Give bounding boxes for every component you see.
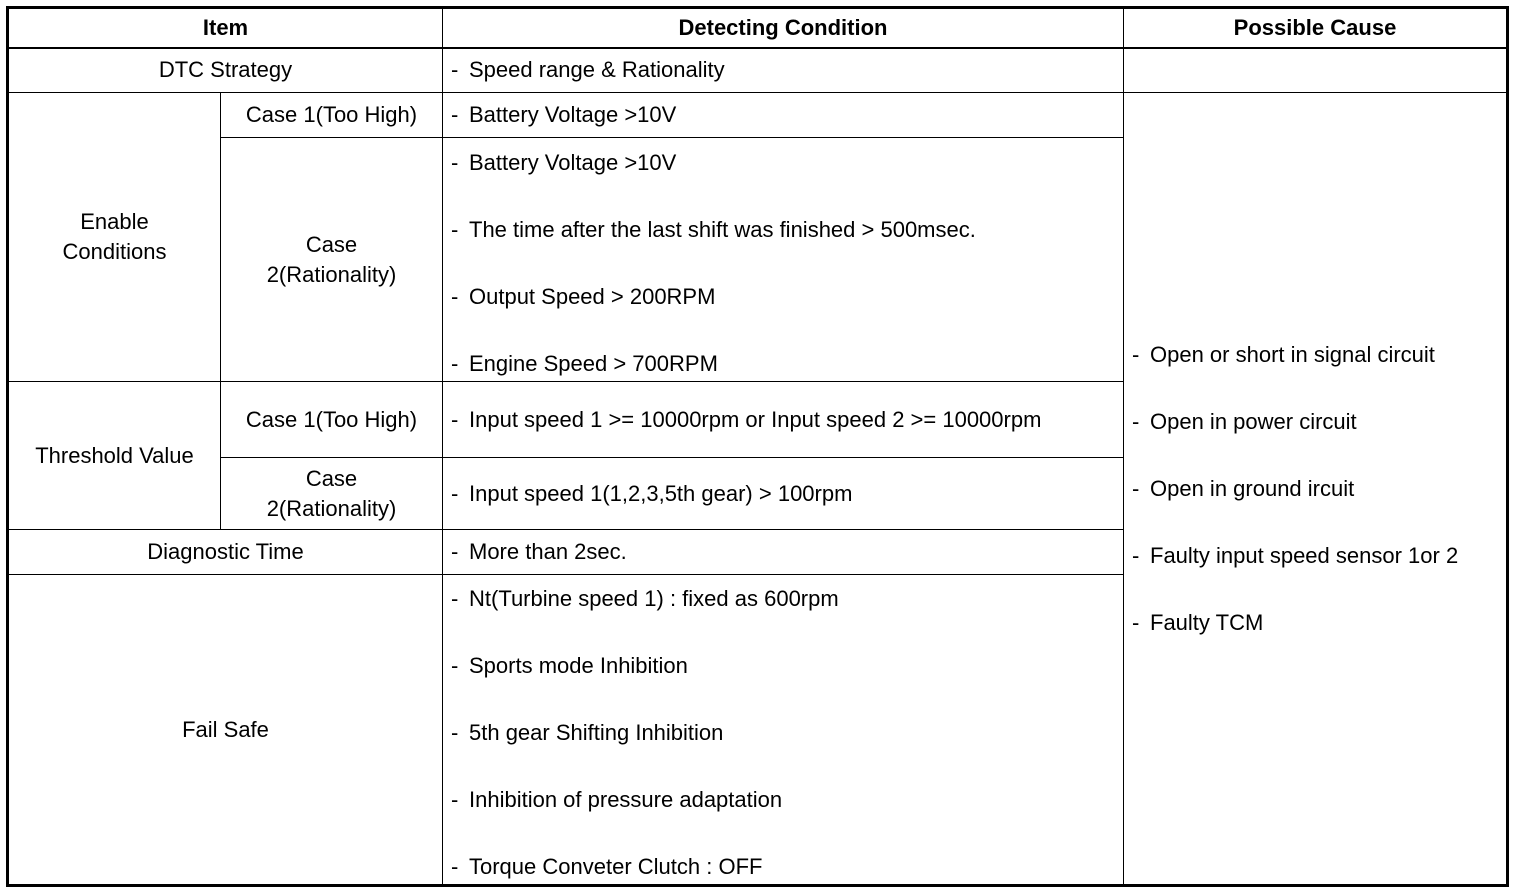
- possible-causes-cell: [1124, 93, 1508, 886]
- diagnostic-time-label: Diagnostic Time: [8, 530, 443, 575]
- list-item: - Nt(Turbine speed 1) : fixed as 600rpm: [451, 586, 839, 611]
- list-item: - Faulty input speed sensor 1or 2: [1132, 542, 1459, 568]
- list-item: - Torque Conveter Clutch : OFF: [451, 854, 763, 879]
- list-item: - Output Speed > 200RPM: [451, 283, 716, 309]
- list-item: - More than 2sec.: [451, 539, 627, 564]
- enable-case1-conditions: - Battery Voltage >10V: [443, 93, 1124, 138]
- list-item: - 5th gear Shifting Inhibition: [451, 720, 724, 745]
- table-row: [8, 48, 1508, 93]
- enable-conditions-label: Enable Conditions: [8, 93, 221, 382]
- list-item: - Inhibition of pressure adaptation: [451, 787, 783, 812]
- dtc-strategy-label: DTC Strategy: [8, 48, 443, 93]
- enable-case2-conditions: [443, 138, 1124, 382]
- fail-safe-label: Fail Safe: [8, 575, 443, 886]
- list-item: Battery Voltage >10V: [469, 102, 677, 127]
- header-possible-cause: Possible Cause: [1124, 8, 1508, 48]
- dtc-table: [6, 6, 1509, 887]
- threshold-case1-label: Case 1(Too High): [221, 382, 443, 458]
- header-item: Item: [8, 8, 443, 48]
- list-item: - Sports mode Inhibition: [451, 653, 688, 678]
- diagnostic-time-condition-cell: [443, 530, 1124, 575]
- threshold-case2-conditions: [443, 458, 1124, 530]
- header-detecting-condition: Detecting Condition: [443, 8, 1124, 48]
- table-row: [8, 93, 1508, 138]
- dtc-strategy-condition-cell: - Speed range & Rationality: [443, 48, 1124, 93]
- list-item: - Input speed 1 >= 10000rpm or Input speed 2 >= 10000rpm: [451, 406, 1042, 432]
- dtc-strategy-cause-cell: [1124, 48, 1508, 93]
- threshold-case1-conditions: [443, 382, 1124, 458]
- list-item: - Battery Voltage >10V: [451, 149, 677, 175]
- header-row: [8, 8, 1508, 48]
- list-item: - Engine Speed > 700RPM: [451, 350, 718, 376]
- fail-safe-conditions: [443, 575, 1124, 886]
- threshold-value-label: Threshold Value: [8, 382, 221, 530]
- possible-causes-list: [1132, 340, 1500, 638]
- list-item: - Open or short in signal circuit: [1132, 341, 1435, 367]
- list-item: - Open in ground ircuit: [1132, 475, 1355, 501]
- list-item: - The time after the last shift was finished > 500msec.: [451, 216, 976, 242]
- list-item: - Input speed 1(1,2,3,5th gear) > 100rpm: [451, 480, 853, 506]
- dtc-strategy-condition: Speed range & Rationality: [469, 57, 725, 83]
- enable-case1-label: Case 1(Too High): [221, 93, 443, 138]
- enable-case2-label: Case 2(Rationality): [221, 138, 443, 382]
- threshold-case2-label: Case 2(Rationality): [221, 458, 443, 530]
- list-item: - Faulty TCM: [1132, 609, 1264, 635]
- list-item: - Open in power circuit: [1132, 408, 1357, 434]
